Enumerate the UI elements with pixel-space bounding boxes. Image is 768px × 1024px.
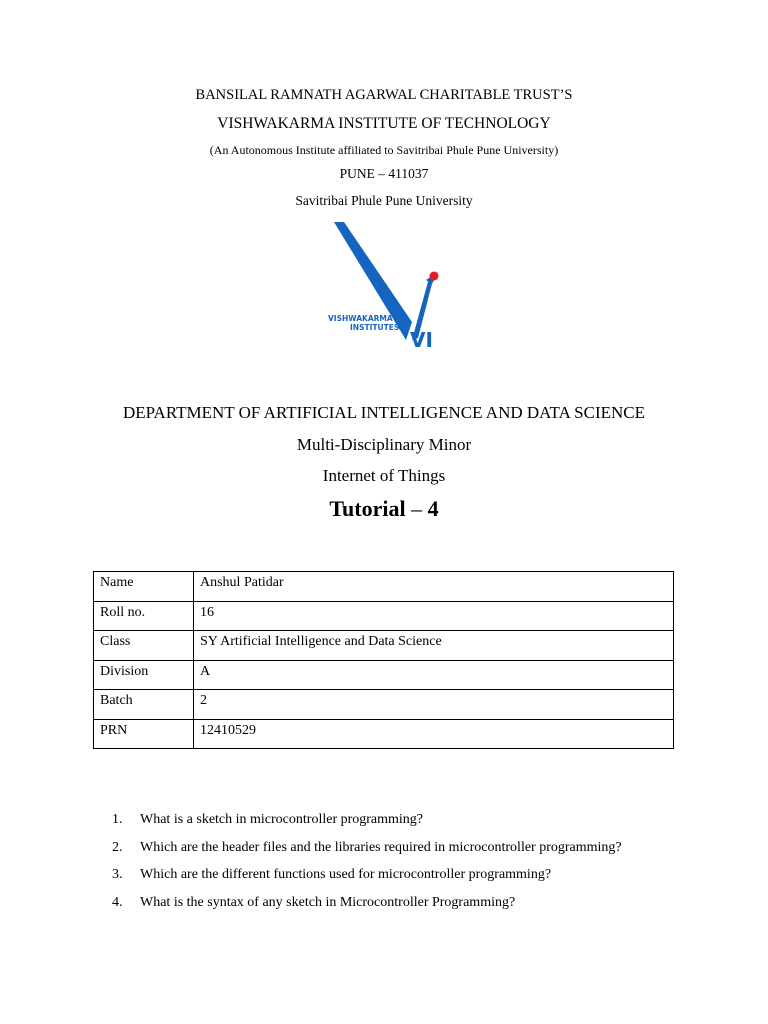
table-row bbox=[94, 601, 674, 631]
university-name: Savitribai Phule Pune University bbox=[295, 193, 473, 208]
program-title: Multi-Disciplinary Minor bbox=[296, 435, 472, 454]
list-item bbox=[112, 895, 622, 923]
table-row bbox=[94, 631, 674, 661]
info-key: Batch bbox=[94, 690, 194, 720]
tutorial-separator: – bbox=[405, 496, 428, 521]
info-key: Class bbox=[94, 631, 194, 661]
question-number: 3. bbox=[112, 867, 123, 882]
info-key: Roll no. bbox=[94, 601, 194, 631]
department-title: DEPARTMENT OF ARTIFICIAL INTELLIGENCE AND DATA SCIENCE bbox=[122, 403, 646, 422]
question-list bbox=[112, 812, 622, 922]
subject-title: Internet of Things bbox=[322, 466, 446, 485]
list-item bbox=[112, 812, 622, 840]
question-text: Which are the different functions used for microcontroller programming? bbox=[140, 867, 552, 882]
info-value: 2 bbox=[194, 690, 674, 720]
vishwakarma-logo-icon bbox=[326, 218, 442, 352]
institute-name: VISHWAKARMA INSTITUTE OF TECHNOLOGY bbox=[217, 115, 551, 132]
question-number: 4. bbox=[112, 894, 123, 910]
info-key: Division bbox=[94, 660, 194, 690]
info-value: 12410529 bbox=[194, 719, 674, 749]
info-value: A bbox=[194, 660, 674, 690]
tutorial-label: Tutorial bbox=[329, 496, 406, 521]
question-number: 1. bbox=[112, 812, 123, 827]
table-row bbox=[94, 572, 674, 602]
svg-text:VISHWAKARMA: VISHWAKARMA bbox=[328, 314, 393, 323]
question-text: What is the syntax of any sketch in Microcontroller Programming? bbox=[140, 894, 516, 910]
info-key: PRN bbox=[94, 719, 194, 749]
trust-name: BANSILAL RAMNATH AGARWAL CHARITABLE TRUST’S bbox=[195, 87, 573, 103]
table-row bbox=[94, 660, 674, 690]
question-text: What is a sketch in microcontroller programming? bbox=[140, 812, 424, 827]
table-row bbox=[94, 690, 674, 720]
list-item bbox=[112, 867, 622, 895]
city-pincode: PUNE – 411037 bbox=[339, 166, 429, 181]
affiliation-line: (An Autonomous Institute affiliated to Savitribai Phule Pune University) bbox=[209, 143, 559, 157]
question-text: Which are the header files and the libraries required in microcontroller programming? bbox=[140, 839, 622, 855]
list-item bbox=[112, 840, 622, 868]
info-value: Anshul Patidar bbox=[194, 572, 674, 602]
table-row bbox=[94, 719, 674, 749]
info-value: SY Artificial Intelligence and Data Science bbox=[194, 631, 674, 661]
svg-text:VI: VI bbox=[410, 328, 433, 352]
student-info-table bbox=[93, 571, 674, 749]
info-value: 16 bbox=[194, 601, 674, 631]
question-number: 2. bbox=[112, 839, 123, 855]
info-key: Name bbox=[94, 572, 194, 602]
tutorial-heading bbox=[0, 496, 768, 522]
tutorial-number: 4 bbox=[427, 496, 439, 521]
svg-text:INSTITUTES: INSTITUTES bbox=[350, 323, 400, 332]
